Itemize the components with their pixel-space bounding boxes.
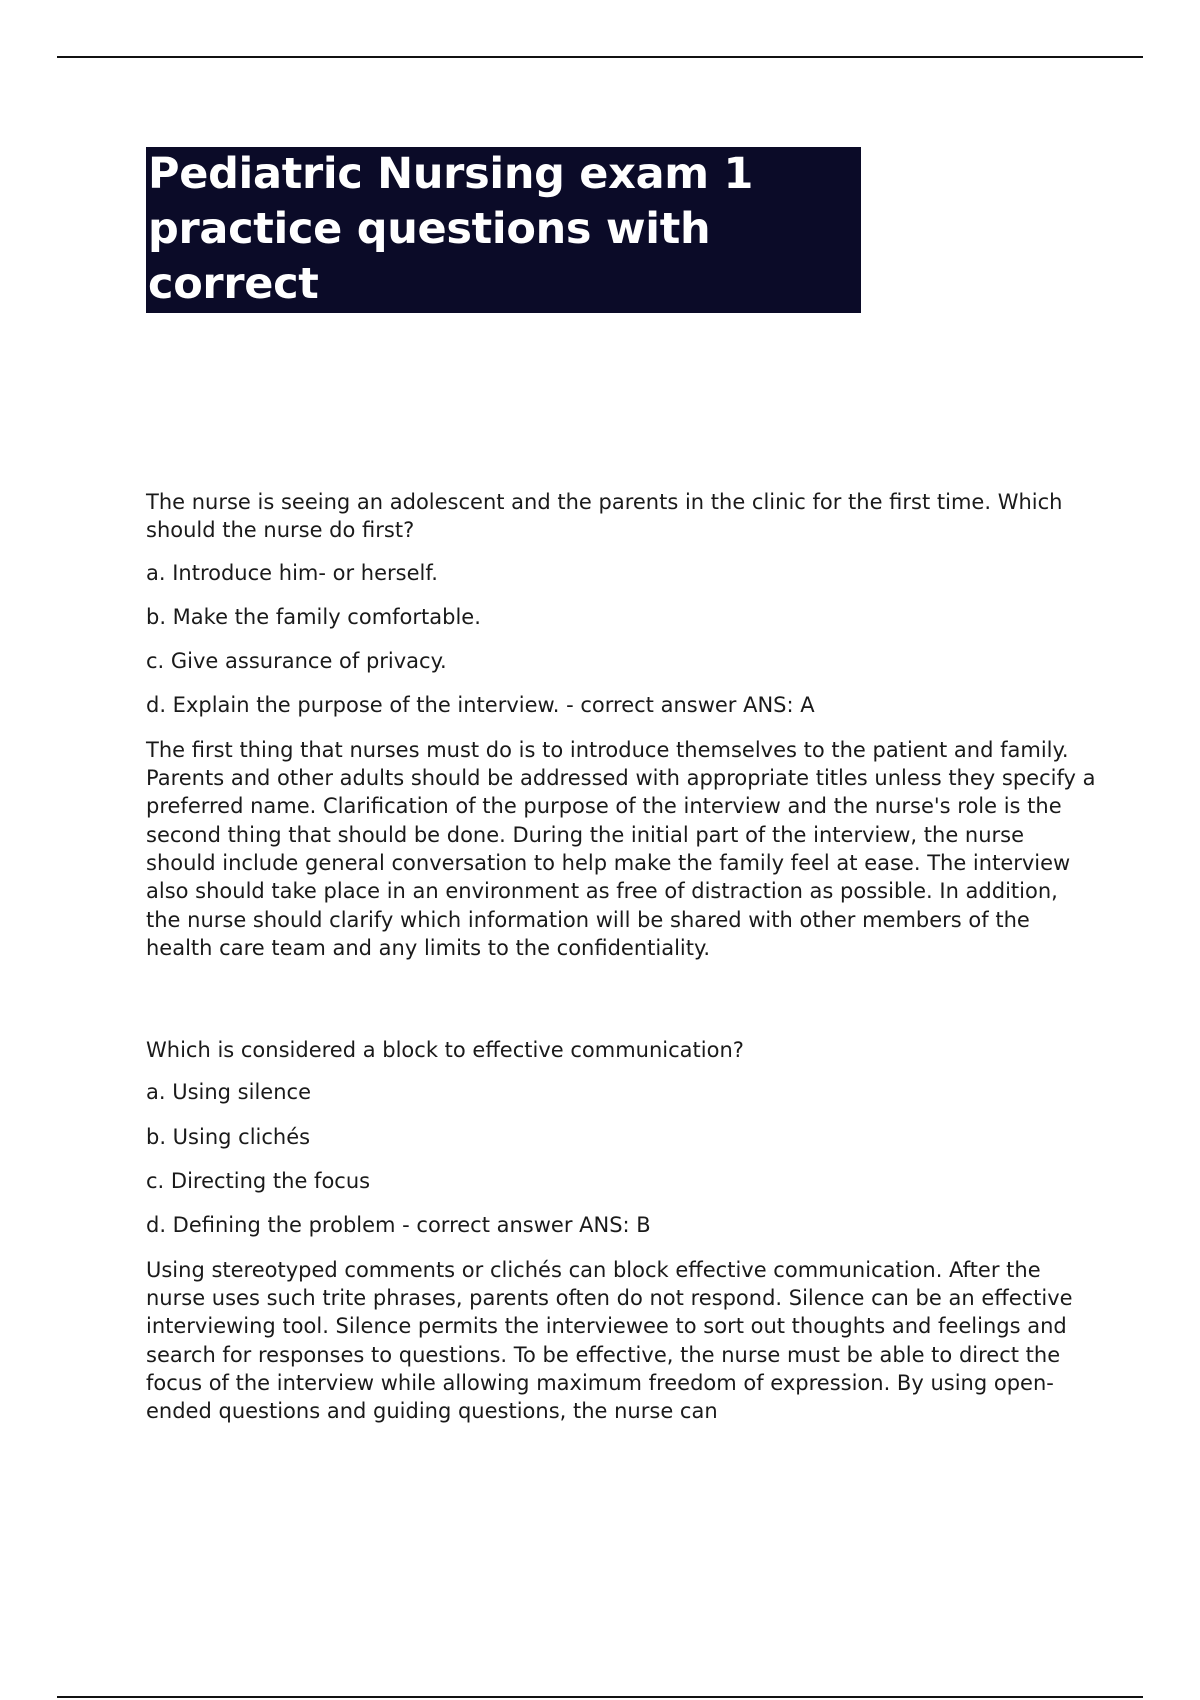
option-b: b. Using clichés bbox=[146, 1124, 311, 1149]
option-b: b. Make the family comfortable. bbox=[146, 604, 481, 629]
option-d-with-answer: d. Explain the purpose of the interview. - correct answer ANS: A bbox=[146, 693, 815, 718]
question-text: The nurse is seeing an adolescent and the parents in the clinic for the first time. Which should the nurse do first? bbox=[146, 490, 1063, 543]
rationale-text: The first thing that nurses must do is to introduce themselves to the patient and family. Parents and other adults should be addressed with appropriate titles unless they specify a preferred name. Clarification of the purpose of the interview and the nurse's role is the second thing that should be done. During the initial part of the interview, the nurse should include general conversation to help make the family feel at ease. The interview also should take place in an environment as free of distraction as possible. In addition, the nurse should clarify which information will be shared with other members of the health care team and any limits to the confidentiality. bbox=[146, 737, 1096, 960]
option-a: a. Using silence bbox=[146, 1080, 311, 1105]
question-text: Which is considered a block to effective communication? bbox=[146, 1038, 744, 1063]
option-a: a. Introduce him- or herself. bbox=[146, 560, 438, 585]
rationale-text: Using stereotyped comments or clichés can block effective communication. After the nurse uses such trite phrases, parents often do not respond. Silence can be an effective interviewing tool. Silence permits the interviewee to sort out thoughts and feelings and search for responses to questions. To be effective, the nurse must be able to direct the focus of the interview while allowing maximum freedom of expression. By using open-ended questions and guiding questions, the nurse can bbox=[146, 1257, 1073, 1424]
title-block bbox=[146, 147, 861, 364]
header-rule bbox=[57, 56, 1143, 58]
document-title: Pediatric Nursing exam 1 practice questions with correct answers bbox=[148, 149, 754, 364]
option-c: c. Give assurance of privacy. bbox=[146, 649, 447, 674]
footer-rule bbox=[57, 1696, 1143, 1698]
document-body bbox=[146, 488, 1096, 1426]
question-block-2 bbox=[146, 1036, 1096, 1425]
question-block-1 bbox=[146, 488, 1096, 962]
option-d-with-answer: d. Defining the problem - correct answer ANS: B bbox=[146, 1213, 651, 1238]
option-c: c. Directing the focus bbox=[146, 1169, 371, 1194]
